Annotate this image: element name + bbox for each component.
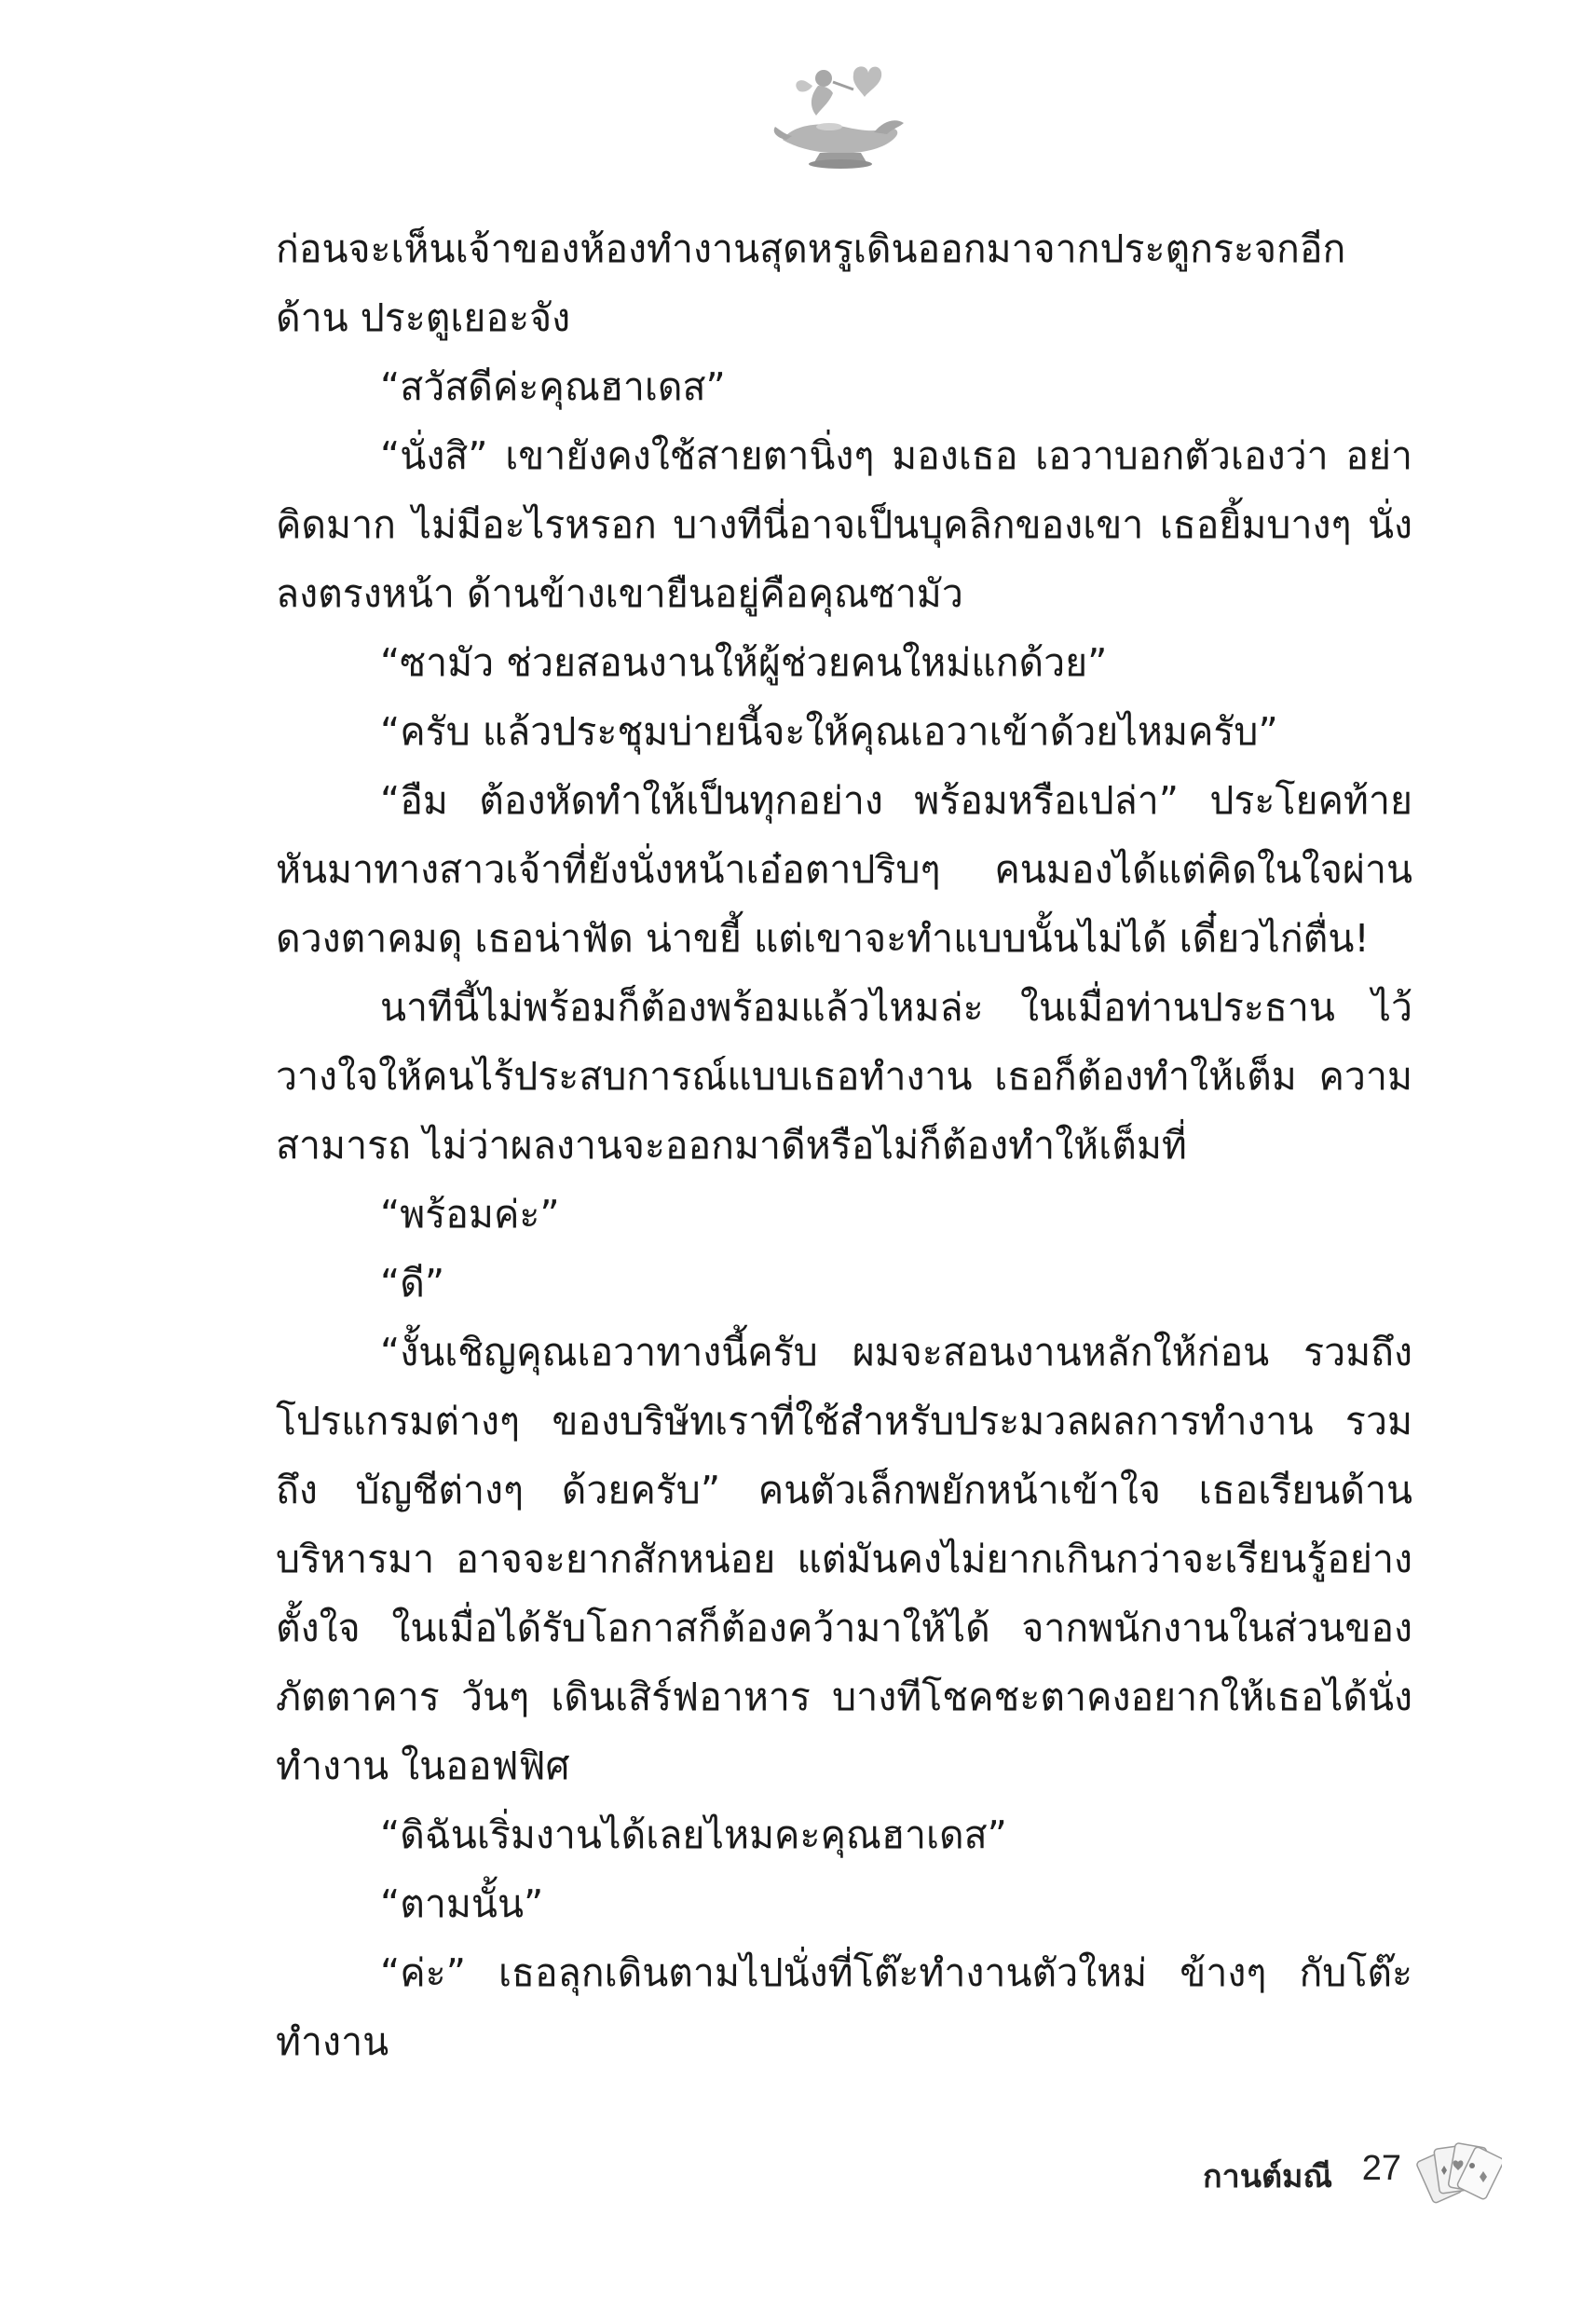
genie-lamp-ornament-icon: [764, 54, 913, 175]
paragraph-2: “สวัสดีค่ะคุณฮาเดส”: [380, 364, 726, 409]
paragraph-13: “ค่ะ” เธอลุกเดินตามไปนั่งที่โต๊ะทำงานตัวใหม่ ข้างๆ กับโต๊ะทำงาน: [276, 1950, 1412, 2064]
book-title: กานต์มณี: [1203, 2158, 1332, 2195]
paragraph-4: “ซามัว ช่วยสอนงานให้ผู้ช่วยคนใหม่แกด้วย”: [380, 640, 1108, 685]
playing-cards-icon: [1416, 2134, 1502, 2208]
page-footer: [1099, 2134, 1509, 2227]
paragraph-7: นาทีนี้ไม่พร้อมก็ต้องพร้อมแล้วไหมล่ะ ในเมื่อท่านประธาน ไว้วางใจให้คนไร้ประสบการณ์แบบเธอทำงาน เธอก็ต้องทำให้เต็ม ความสามารถ ไม่ว่าผลงานจะออกมาดีหรือไม่ก็ต้องทำให้เต็มที่: [276, 985, 1412, 1168]
paragraph-6: “อืม ต้องหัดทำให้เป็นทุกอย่าง พร้อมหรือเปล่า” ประโยคท้าย หันมาทางสาวเจ้าที่ยังนั่งหน้าเอ๋อตาปริบๆ คนมองได้แต่คิดในใจผ่าน ดวงตาคมดุ เธอน่าฟัด น่าขยี้ แต่เขาจะทำแบบนั้นไม่ได้ เดี๋ยวไก่ตื่น!: [276, 778, 1412, 961]
paragraph-1: ก่อนจะเห็นเจ้าของห้องทำงานสุดหรูเดินออกมาจากประตูกระจกอีกด้าน ประตูเยอะจัง: [276, 226, 1346, 340]
page-number: 27: [1361, 2149, 1401, 2188]
paragraph-8: “พร้อมค่ะ”: [380, 1192, 560, 1237]
paragraph-3: “นั่งสิ” เขายังคงใช้สายตานิ่งๆ มองเธอ เอวาบอกตัวเองว่า อย่าคิดมาก ไม่มีอะไรหรอก บางทีนี่อาจเป็นบุคลิกของเขา เธอยิ้มบางๆ นั่งลงตรงหน้า ด้านข้างเขายืนอยู่คือคุณซามัว: [276, 433, 1412, 616]
paragraph-5: “ครับ แล้วประชุมบ่ายนี้จะให้คุณเอวาเข้าด้วยไหมครับ”: [380, 709, 1278, 754]
paragraph-11: “ดิฉันเริ่มงานได้เลยไหมคะคุณฮาเดส”: [380, 1812, 1007, 1857]
paragraph-9: “ดี”: [380, 1261, 445, 1306]
body-text: [276, 214, 1412, 2076]
paragraph-10: “งั้นเชิญคุณเอวาทางนี้ครับ ผมจะสอนงานหลักให้ก่อน รวมถึง โปรแกรมต่างๆ ของบริษัทเราที่ใช้สำหรับประมวลผลการทำงาน รวมถึง บัญชีต่างๆ ด้วยครับ” คนตัวเล็กพยักหน้าเข้าใจ เธอเรียนด้านบริหารมา อาจจะยากสักหน่อย แต่มันคงไม่ยากเกินกว่าจะเรียนรู้อย่างตั้งใจ ในเมื่อได้รับโอกาสก็ต้องคว้ามาให้ได้ จากพนักงานในส่วนของภัตตาคาร วันๆ เดินเสิร์ฟอาหาร บางทีโชคชะตาคงอยากให้เธอได้นั่งทำงาน ในออฟฟิศ: [276, 1330, 1412, 1788]
paragraph-12: “ตามนั้น”: [380, 1881, 544, 1926]
